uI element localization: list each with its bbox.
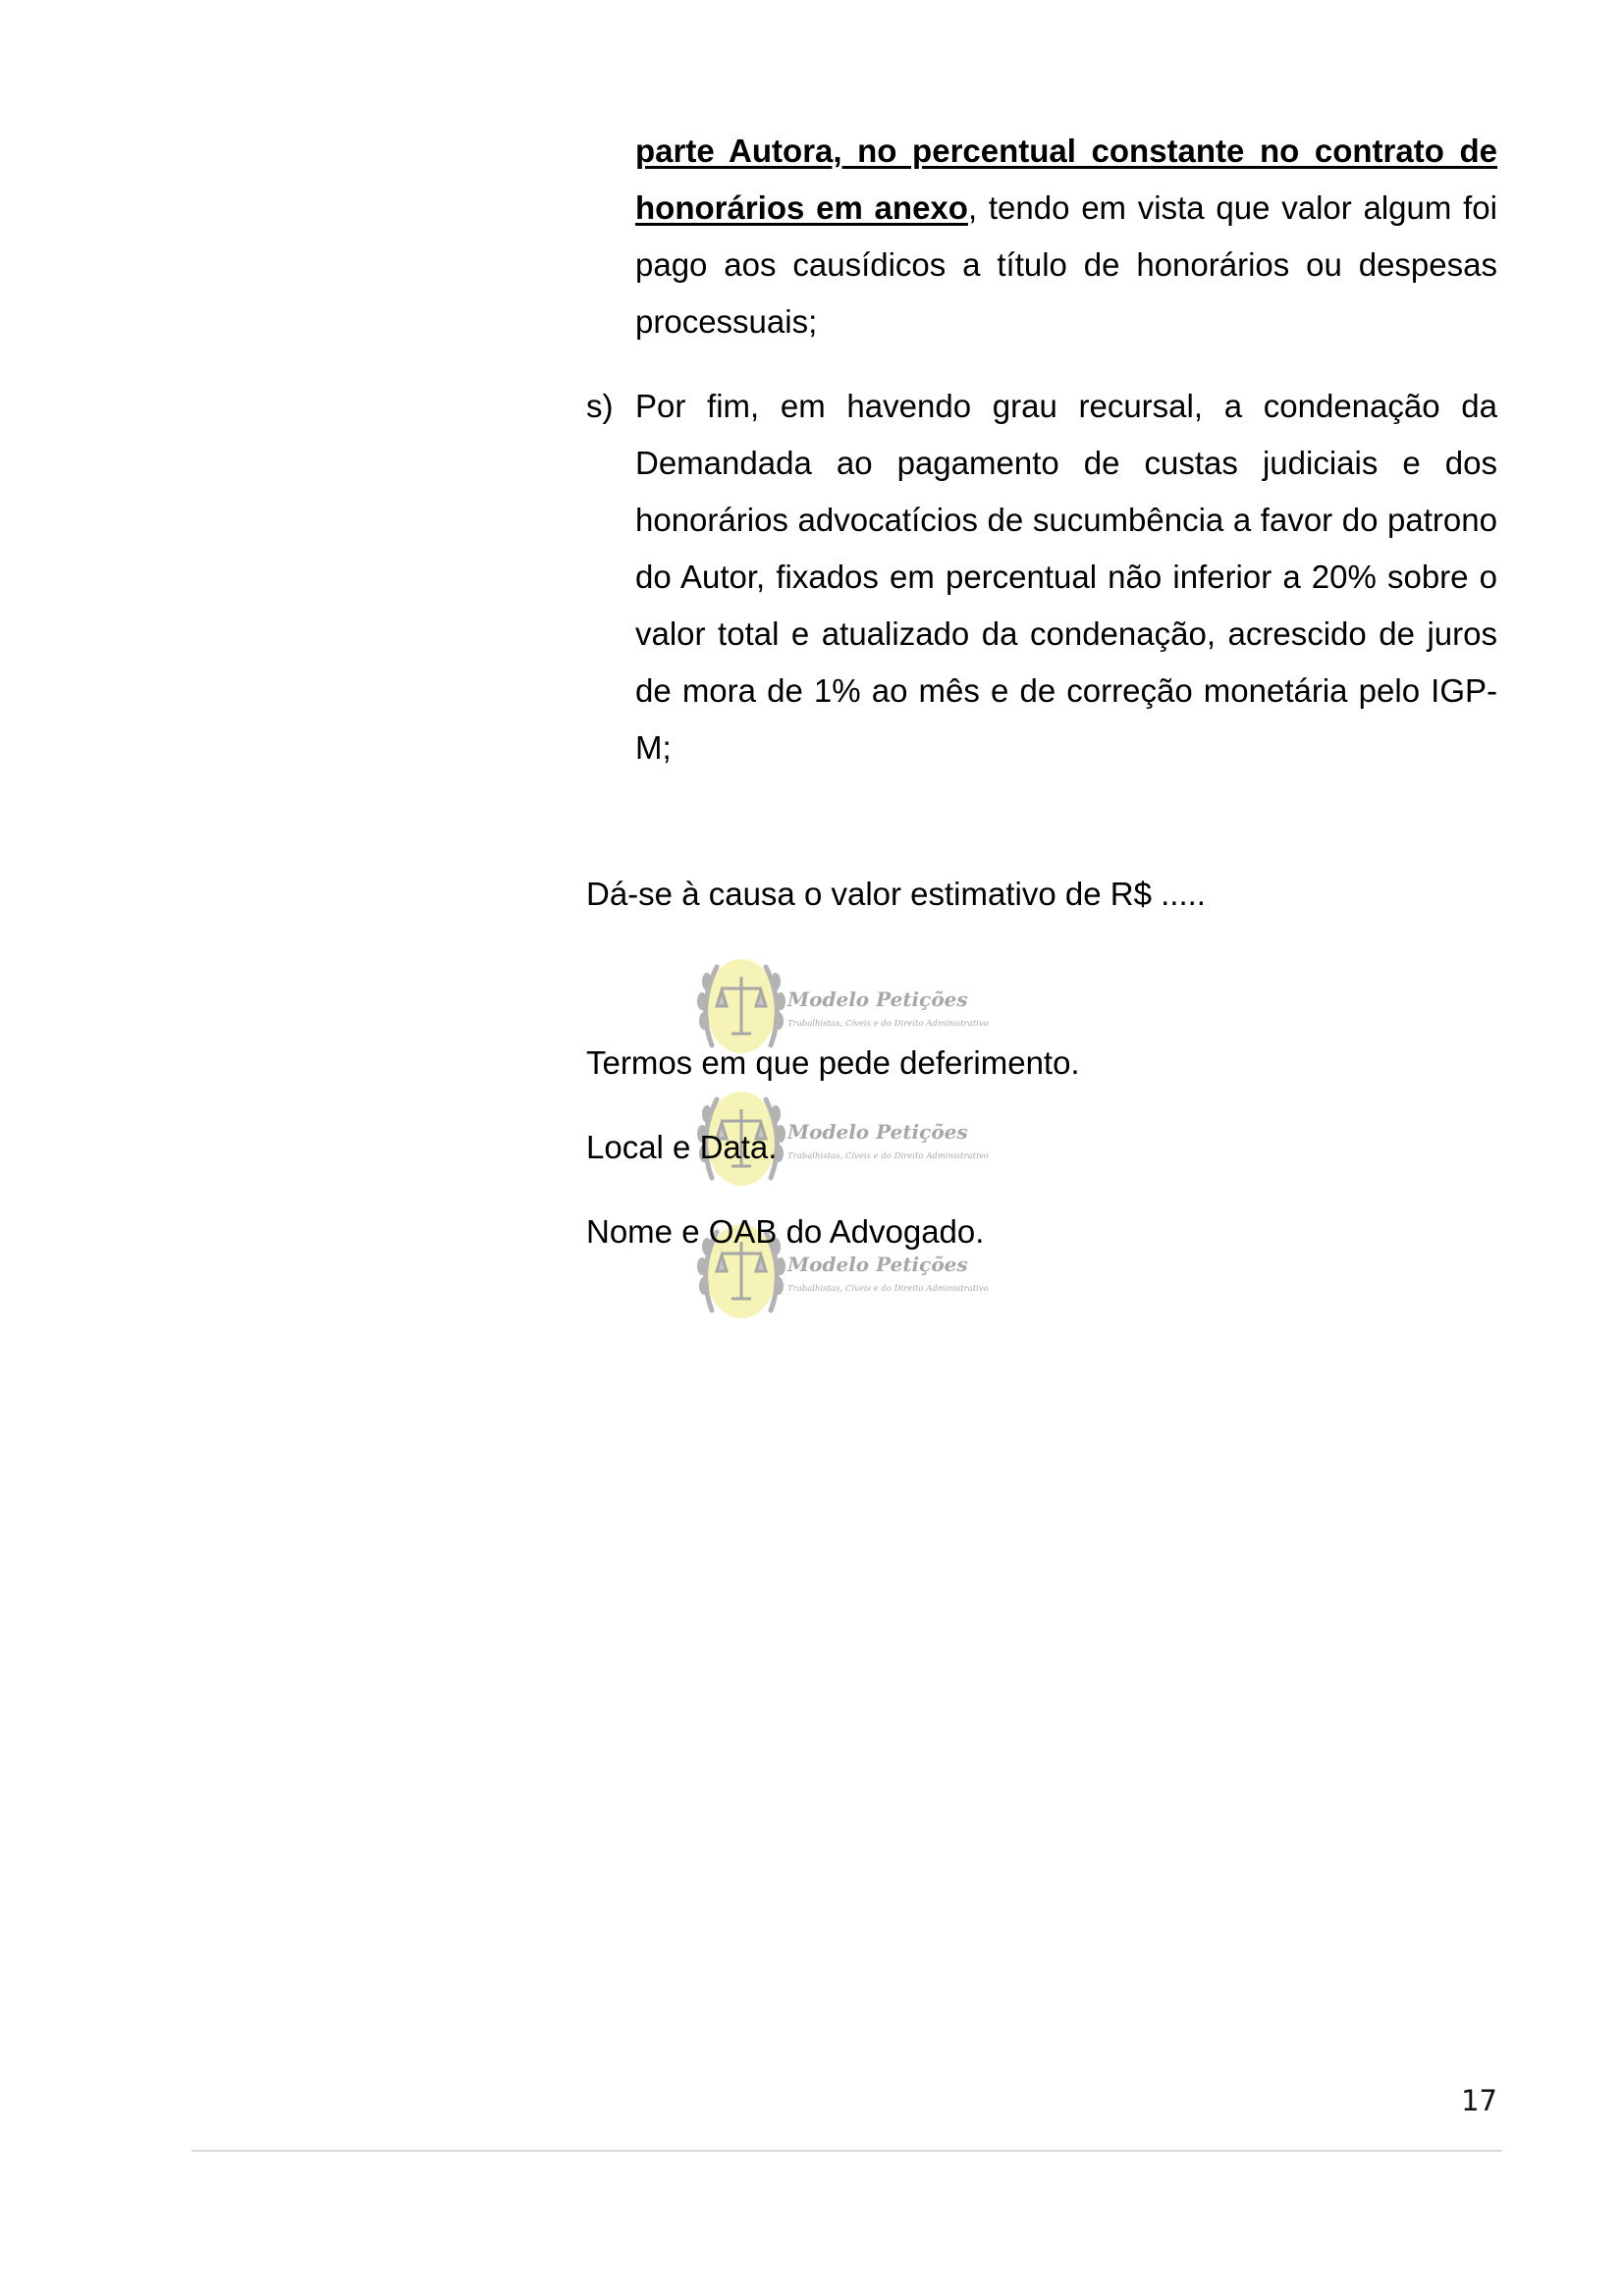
footer-divider <box>191 2150 1502 2152</box>
watermark-tagline: Trabalhistas, Cíveis e do Direito Administrativo <box>787 1284 989 1294</box>
page-number: 17 <box>1461 2084 1497 2117</box>
watermark-tagline: Trabalhistas, Cíveis e do Direito Administrativo <box>787 1151 989 1161</box>
list-item-text: Por fim, em havendo grau recursal, a condenação da Demandada ao pagamento de custas judiciais e dos honorários advocatícios de sucumbência a favor do patrono do Autor, fixados em percentual não inferior a 20% sobre o valor total e atualizado da condenação, acrescido de juros de mora de 1% ao mês e de correção monetária pelo IGP-M; <box>635 388 1497 766</box>
local-data-line: Local e Data. <box>586 1129 778 1165</box>
termos-line: Termos em que pede deferimento. <box>586 1044 1080 1081</box>
nome-oab-line: Nome e OAB do Advogado. <box>586 1213 985 1250</box>
continued-paragraph <box>635 123 1497 350</box>
bold-underlined-text: parte Autora, no percentual constante no contrato de <box>635 133 1497 169</box>
list-marker: s) <box>586 388 614 424</box>
watermark-brand: Modelo Petições <box>787 988 968 1011</box>
watermark-brand: Modelo Petições <box>787 1120 968 1144</box>
watermark-brand: Modelo Petições <box>787 1253 968 1276</box>
list-item-s <box>586 378 1497 776</box>
watermark-tagline: Trabalhistas, Cíveis e do Direito Administrativo <box>787 1019 989 1029</box>
bold-underlined-text: honorários em anexo <box>635 189 968 226</box>
valor-causa-line: Dá-se à causa o valor estimativo de R$ ..... <box>586 876 1206 912</box>
paragraph-text: , tendo em vista que valor algum foi pago aos causídicos a título de honorários ou despesas processuais; <box>635 189 1497 340</box>
